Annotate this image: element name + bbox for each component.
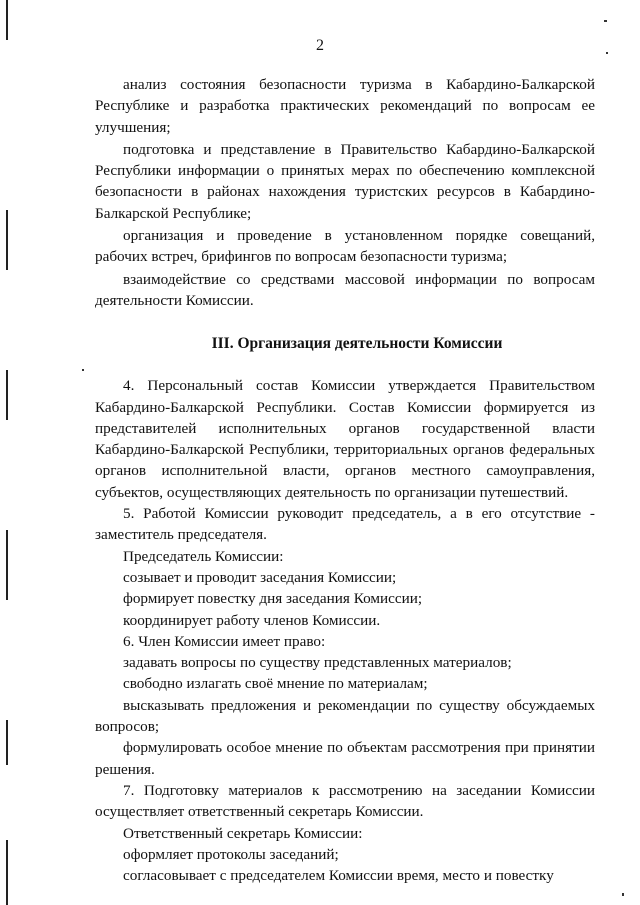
paragraph: согласовывает с председателем Комиссии время, место и повестку (123, 867, 554, 885)
paragraph: координирует работу членов Комиссии. (123, 611, 381, 629)
paragraph: 5. Работой Комиссии руководит председатель, а в его отсутствие - заместитель председателя. (95, 505, 595, 544)
paragraph: подготовка и представление в Правительство Кабардино-Балкарской Республики информации о принятых мерах по обеспечению комплексной безопасности в районах нахождения туристских ресурсов в Кабардино-Балкарской Республике; (95, 140, 595, 222)
paragraph: формирует повестку дня заседания Комиссии; (123, 590, 423, 608)
paragraph: 6. Член Комиссии имеет право: (123, 632, 326, 650)
paragraph: оформляет протоколы заседаний; (123, 845, 339, 863)
paragraph: созывает и проводит заседания Комиссии; (123, 568, 397, 586)
paragraph: организация и проведение в установленном порядке совещаний, рабочих встреч, брифингов по вопросам безопасности туризма; (95, 227, 595, 266)
scan-edge-mark (6, 530, 8, 600)
paragraph: Ответственный секретарь Комиссии: (123, 824, 363, 842)
paragraph: формулировать особое мнение по объектам рассмотрения при принятии решения. (95, 739, 595, 778)
paragraph: задавать вопросы по существу представленных материалов; (123, 654, 512, 672)
scan-edge-mark (6, 210, 8, 270)
scan-speck (82, 369, 84, 371)
paragraph: высказывать предложения и рекомендации по существу обсуждаемых вопросов; (95, 696, 595, 736)
paragraph: 7. Подготовку материалов к рассмотрению на заседании Комиссии осуществляет ответственный секретарь Комиссии. (95, 781, 595, 821)
scan-speck (622, 893, 624, 896)
paragraph: анализ состояния безопасности туризма в Кабардино-Балкарской Республике и разработка практических рекомендаций по вопросам ее улучшения; (95, 76, 595, 136)
paragraph: Председатель Комиссии: (123, 547, 284, 565)
scan-edge-mark (6, 0, 8, 40)
scan-edge-mark (6, 840, 8, 905)
document-body (95, 74, 595, 886)
scan-edge-mark (6, 370, 8, 420)
scan-edge-mark (6, 720, 8, 765)
paragraph: 4. Персональный состав Комиссии утверждается Правительством Кабардино-Балкарской Республики. Состав Комиссии формируется из представителей исполнительных органов государственной власти Кабардино-Балкарской Республики, территориальных органов федеральных органов исполнительной власти, органов местного самоуправления, субъектов, осуществляющих деятельность по организации путешествий. (95, 377, 595, 501)
section-heading: III. Организация деятельности Комиссии (211, 335, 503, 353)
scan-speck (604, 20, 607, 22)
page-number: 2 (316, 37, 324, 54)
paragraph: свободно излагать своё мнение по материалам; (123, 675, 428, 693)
paragraph: взаимодействие со средствами массовой информации по вопросам деятельности Комиссии. (95, 270, 595, 309)
